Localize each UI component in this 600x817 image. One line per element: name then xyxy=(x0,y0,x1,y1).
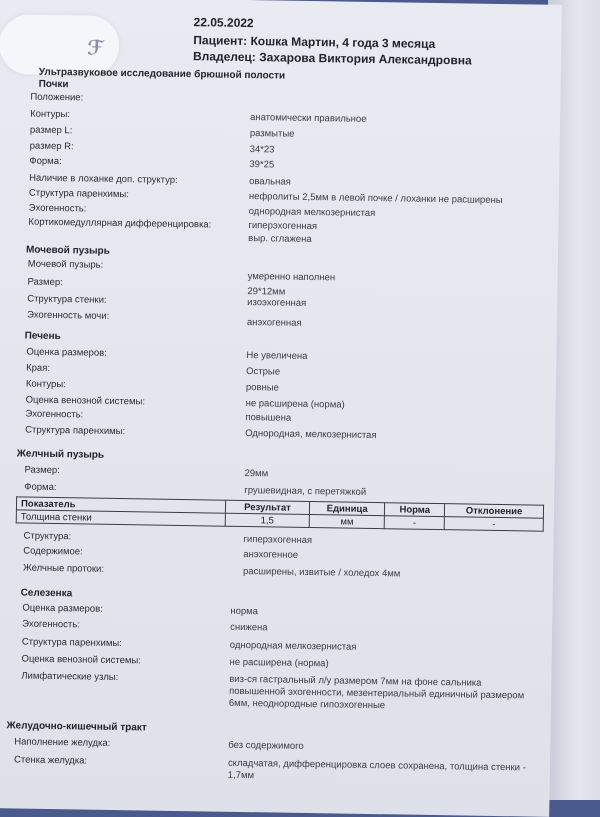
field-value: расширены, извитые / холедох 4мм xyxy=(242,565,401,580)
field-label: Оценка размеров: xyxy=(26,346,107,359)
table-cell: 1,5 xyxy=(225,513,309,527)
field-label: Оценка венозной системы: xyxy=(21,653,142,667)
field-label: Оценка размеров: xyxy=(22,602,103,615)
field-value: размытые xyxy=(249,128,295,140)
field-value: повышена xyxy=(245,412,292,424)
field-value: изоэхогенная xyxy=(247,297,307,309)
field-label: Форма: xyxy=(24,481,57,494)
field-value: 34*23 xyxy=(249,144,275,156)
field-value: норма xyxy=(230,605,259,618)
table-header-cell: Показатель xyxy=(16,497,225,513)
section-title-kidneys: Почки xyxy=(38,78,69,91)
field-label: Структура стенки: xyxy=(27,293,107,306)
field-value: овальная xyxy=(249,176,291,188)
patient-line: Пациент: Кошка Мартин, 4 года 3 месяца xyxy=(193,33,436,51)
field-label: Структура: xyxy=(23,530,72,543)
field-value: 29мм xyxy=(244,467,269,480)
table-header-cell: Результат xyxy=(225,500,309,514)
field-value: анатомически правильное xyxy=(250,112,367,125)
field-label: Контуры: xyxy=(25,378,66,391)
field-label: Стенка желудка: xyxy=(13,754,88,767)
field-value: грушевидная, с перетяжкой xyxy=(244,484,367,498)
table-header-cell: Норма xyxy=(385,503,445,517)
field-label: Эхогенность мочи: xyxy=(26,309,110,322)
field-label: Лимфатические узлы: xyxy=(21,670,119,684)
logo-mark-icon: ℱ xyxy=(87,37,104,60)
owner-line: Владелец: Захарова Виктория Александровна xyxy=(192,49,472,68)
table-cell: мм xyxy=(309,515,385,529)
field-label: размер R: xyxy=(29,140,74,153)
field-label: Края: xyxy=(26,362,51,374)
field-value: без содержимого xyxy=(228,739,304,752)
section-title-bladder: Мочевой пузырь xyxy=(25,244,110,257)
field-value: 29*12мм xyxy=(247,286,286,298)
field-value: нефролиты 2,5мм в левой почке / лоханки не расширены xyxy=(248,191,503,207)
field-label: Кортикомедуллярная дифференцировка: xyxy=(28,216,212,231)
table-cell: Толщина стенки xyxy=(16,510,225,526)
field-value: Острые xyxy=(246,366,281,378)
field-value: выр. сглажена xyxy=(248,233,312,246)
section-title-gi: Желудочно-кишечный тракт xyxy=(6,720,147,734)
field-label: Желчные протоки: xyxy=(22,562,105,575)
field-label: Структура паренхимы: xyxy=(21,636,122,650)
field-label: Структура паренхимы: xyxy=(28,187,129,201)
field-label: Эхогенность: xyxy=(22,618,80,631)
section-title-liver: Печень xyxy=(24,330,61,343)
report-date: 22.05.2022 xyxy=(193,15,254,31)
field-value: снижена xyxy=(230,621,268,634)
field-label: Контуры: xyxy=(30,108,71,121)
table-cell: - xyxy=(444,517,543,532)
field-label: Наполнение желудка: xyxy=(14,736,111,749)
table-header-cell: Единица xyxy=(309,502,385,516)
field-value: ровные xyxy=(245,382,279,394)
field-value: однородная мелкозернистая xyxy=(229,639,357,653)
table-header-cell: Отклонение xyxy=(444,504,543,519)
field-value: анэхогенная xyxy=(246,317,302,329)
field-label: Оценка венозной системы: xyxy=(25,394,146,408)
section-title-spleen: Селезенка xyxy=(20,587,73,600)
field-value: виз-ся гастральный л/у размером 7мм на фоне сальника повышенной эхогенности, мезентериальный единичный размером 6мм, неоднородные гипоэхогенные xyxy=(228,673,525,712)
field-value: 39*25 xyxy=(249,159,275,171)
field-value: гиперэхогенная xyxy=(248,220,318,233)
field-value: анэхогенное xyxy=(243,548,299,561)
field-label: размер L: xyxy=(29,124,73,137)
field-value: складчатая, дифференцировка слоев сохранена, толщина стенки - 1,7мм xyxy=(227,757,526,782)
study-title: Ультразвуковое исследование брюшной полости xyxy=(38,66,286,82)
field-value: умеренно наполнен xyxy=(247,271,336,284)
field-label: Положение: xyxy=(30,91,84,104)
field-value: гиперэхогенная xyxy=(243,533,313,547)
field-label: Содержимое: xyxy=(23,545,83,558)
field-label: Форма: xyxy=(29,155,62,168)
field-value: Однородная, мелкозернистая xyxy=(245,427,377,442)
field-label: Мочевой пузырь: xyxy=(27,258,104,271)
field-label: Эхогенность: xyxy=(28,202,87,215)
section-title-gallbladder: Желчный пузырь xyxy=(16,448,105,461)
table-cell: - xyxy=(385,516,445,530)
field-value: не расширена (норма) xyxy=(229,656,329,670)
field-value: однородная мелкозернистая xyxy=(248,206,376,220)
field-label: Размер: xyxy=(27,276,63,289)
field-label: Структура паренхимы: xyxy=(25,424,126,438)
field-label: Эхогенность: xyxy=(25,408,84,421)
field-value: Не увеличена xyxy=(246,350,308,362)
field-value: не расширена (норма) xyxy=(245,398,345,411)
field-label: Наличие в лоханке доп. структур: xyxy=(29,172,178,186)
field-label: Размер: xyxy=(24,464,60,477)
